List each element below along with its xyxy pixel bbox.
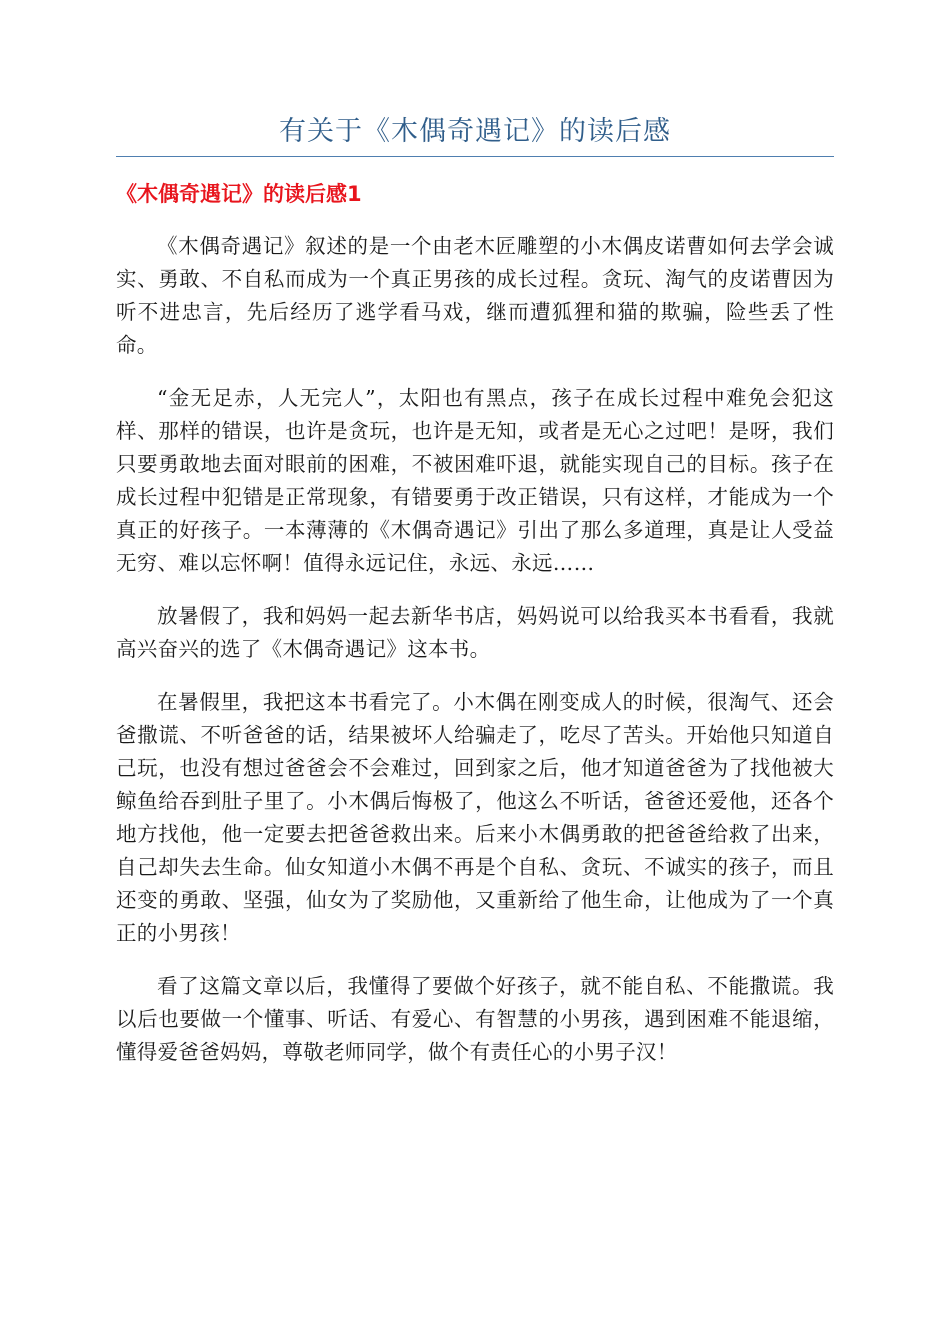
title-divider xyxy=(116,156,834,157)
paragraph-4: 在暑假里，我把这本书看完了。小木偶在刚变成人的时候，很淘气、还会爸撒谎、不听爸爸的话，结果被坏人给骗走了，吃尽了苦头。开始他只知道自己玩，也没有想过爸爸会不会难过，回到家之后，他才知道爸爸为了找他被大鲸鱼给吞到肚子里了。小木偶后悔极了，他这么不听话，爸爸还爱他，还各个地方找他，他一定要去把爸爸救出来。后来小木偶勇敢的把爸爸给救了出来，自己却失去生命。仙女知道小木偶不再是个自私、贪玩、不诚实的孩子，而且还变的勇敢、坚强，仙女为了奖励他，又重新给了他生命，让他成为了一个真正的小男孩！ xyxy=(116,690,834,945)
document-title: 有关于《木偶奇遇记》的读后感 xyxy=(279,116,671,147)
paragraph-2: “金无足赤，人无完人”，太阳也有黑点，孩子在成长过程中难免会犯这样、那样的错误，也许是贪玩，也许是无知，或者是无心之过吧！是呀，我们只要勇敢地去面对眼前的困难，不被困难吓退，就能实现自己的目标。孩子在成长过程中犯错是正常现象，有错要勇于改正错误，只有这样，才能成为一个真正的好孩子。一本薄薄的《木偶奇遇记》引出了那么多道理，真是让人受益无穷、难以忘怀啊！值得永远记住，永远、永远…… xyxy=(116,386,834,575)
document-body xyxy=(116,230,834,1089)
paragraph-1: 《木偶奇遇记》叙述的是一个由老木匠雕塑的小木偶皮诺曹如何去学会诚实、勇敢、不自私而成为一个真正男孩的成长过程。贪玩、淘气的皮诺曹因为听不进忠言，先后经历了逃学看马戏，继而遭狐狸和猫的欺骗，险些丢了性命。 xyxy=(116,234,834,357)
section-heading: 《木偶奇遇记》的读后感1 xyxy=(116,182,362,206)
paragraph-5: 看了这篇文章以后，我懂得了要做个好孩子，就不能自私、不能撒谎。我以后也要做一个懂事、听话、有爱心、有智慧的小男孩，遇到困难不能退缩，懂得爱爸爸妈妈，尊敬老师同学，做个有责任心的小男子汉！ xyxy=(116,974,834,1064)
paragraph-3: 放暑假了，我和妈妈一起去新华书店，妈妈说可以给我买本书看看，我就高兴奋兴的选了《木偶奇遇记》这本书。 xyxy=(116,604,834,661)
